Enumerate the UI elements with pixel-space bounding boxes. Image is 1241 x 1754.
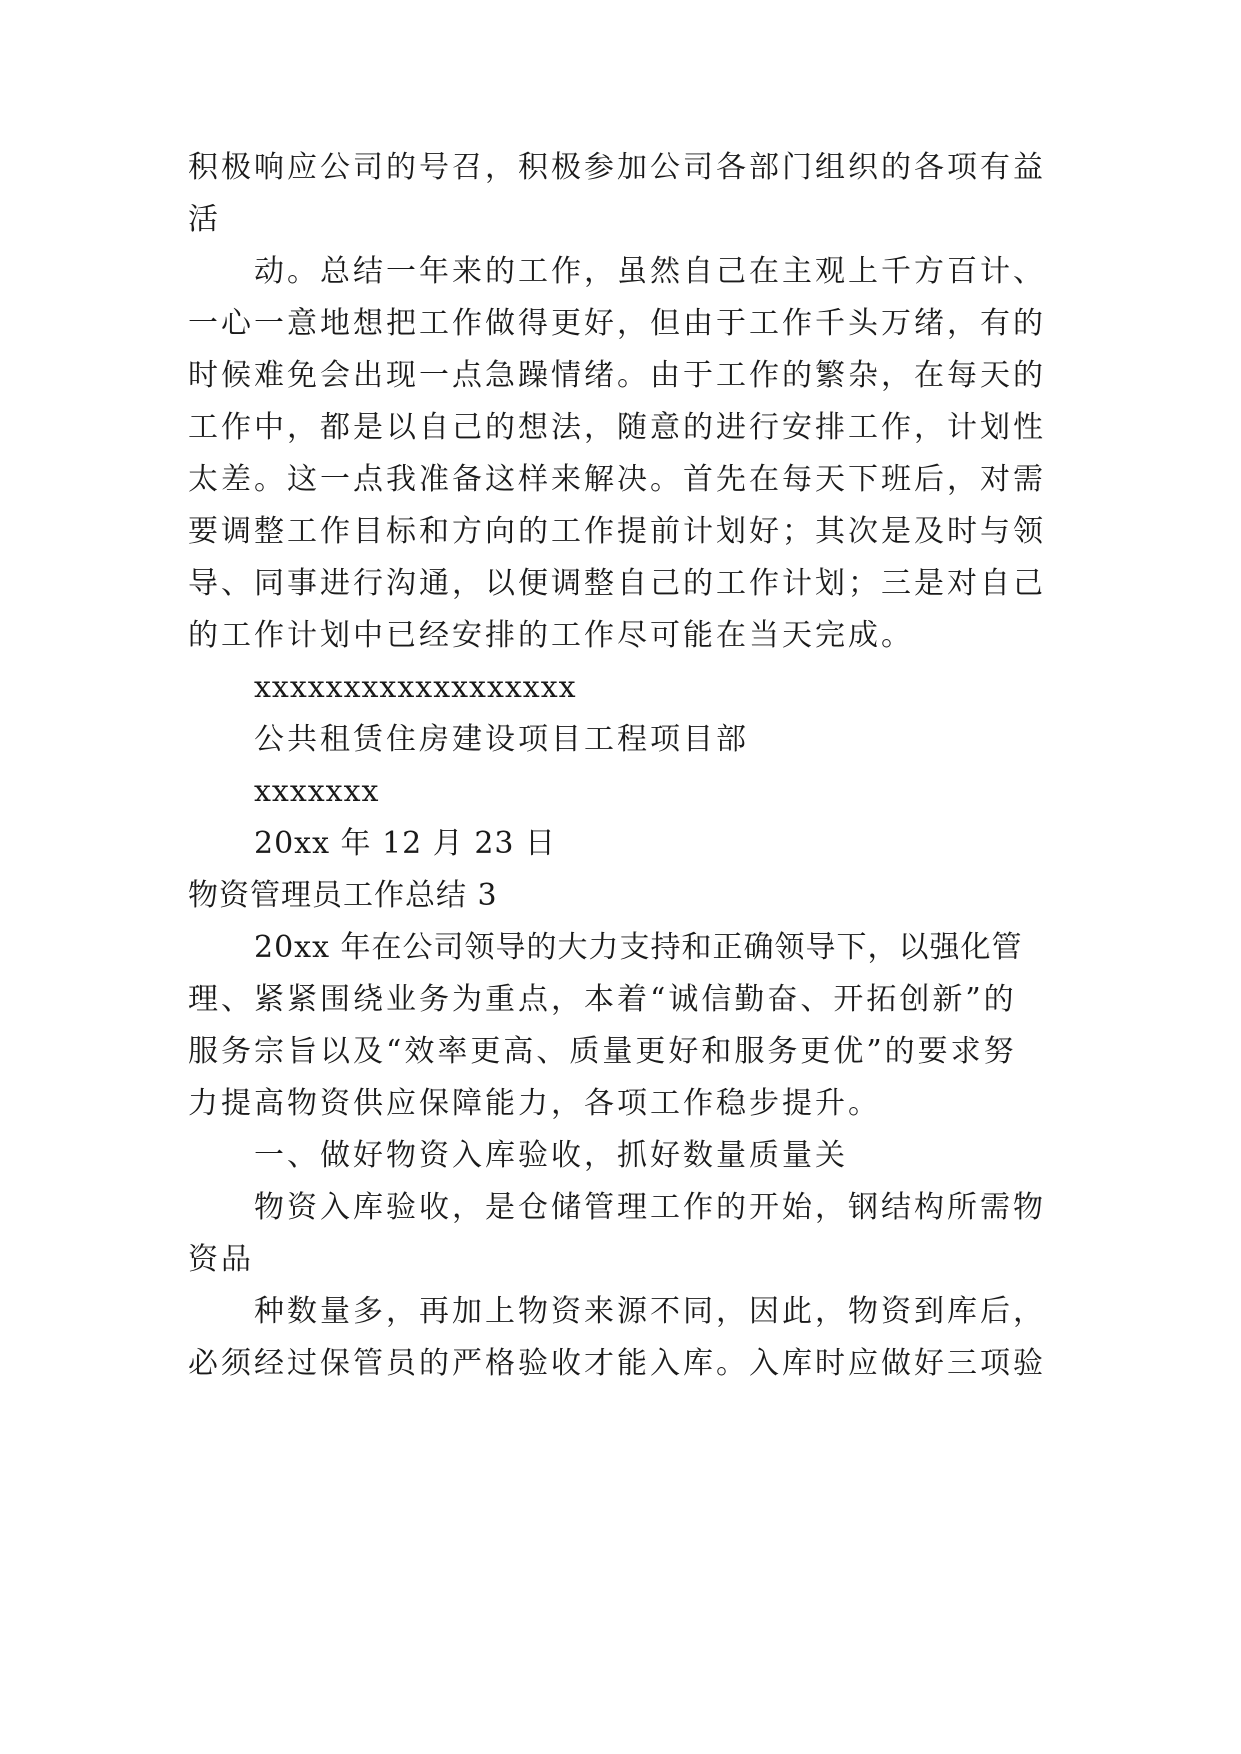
paragraph-line: 一心一意地想把工作做得更好，但由于工作千头万绪，有的 [188,306,1046,341]
paragraph-line: 服务宗旨以及“效率更高、质量更好和服务更优”的要求努 [188,1034,1017,1069]
paragraph-line: 导、同事进行沟通，以便调整自己的工作计划；三是对自己 [188,566,1046,601]
paragraph-line: 活 [188,202,221,237]
paragraph-line: 理、紧紧围绕业务为重点，本着“诚信勤奋、开拓创新”的 [188,982,1017,1017]
paragraph-line: 的工作计划中已经安排的工作尽可能在当天完成。 [188,618,914,653]
redacted-name-line: xxxxxxxxxxxxxxxxxx [254,670,577,705]
paragraph-line: 要调整工作目标和方向的工作提前计划好；其次是及时与领 [188,514,1046,549]
paragraph-line: 太差。这一点我准备这样来解决。首先在每天下班后，对需 [188,462,1046,497]
paragraph-line: 时候难免会出现一点急躁情绪。由于工作的繁杂，在每天的 [188,358,1046,393]
paragraph-line: 积极响应公司的号召，积极参加公司各部门组织的各项有益 [188,150,1046,185]
paragraph-line: 必须经过保管员的严格验收才能入库。入库时应做好三项验 [188,1346,1046,1381]
paragraph-line: 工作中，都是以自己的想法，随意的进行安排工作，计划性 [188,410,1046,445]
paragraph-line: 物资入库验收，是仓储管理工作的开始，钢结构所需物 [254,1190,1046,1225]
section-heading: 物资管理员工作总结 3 [188,878,498,913]
paragraph-line: 动。总结一年来的工作，虽然自己在主观上千方百计、 [254,254,1046,289]
paragraph-line: 力提高物资供应保障能力，各项工作稳步提升。 [188,1086,881,1121]
paragraph-line: 资品 [188,1242,254,1277]
paragraph-line: 种数量多，再加上物资来源不同，因此，物资到库后， [254,1294,1046,1329]
redacted-signer: xxxxxxx [254,774,380,809]
signature-department: 公共租赁住房建设项目工程项目部 [254,722,749,757]
paragraph-line: 20xx 年在公司领导的大力支持和正确领导下，以强化管 [254,930,1023,965]
subsection-heading: 一、做好物资入库验收，抓好数量质量关 [254,1138,848,1173]
signature-date: 20xx 年 12 月 23 日 [254,826,557,861]
